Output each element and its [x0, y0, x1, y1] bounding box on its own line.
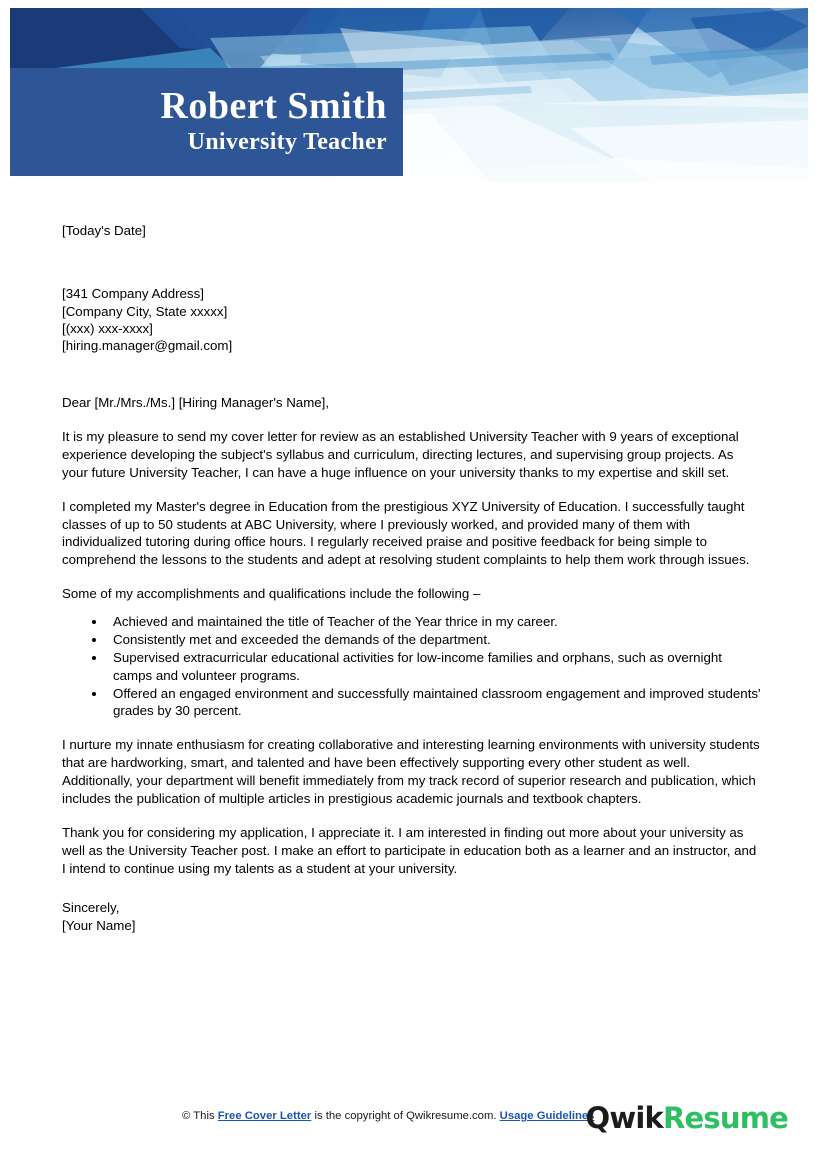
list-item: Achieved and maintained the title of Teacher of the Year thrice in my career. — [62, 613, 762, 631]
paragraph-3: I nurture my innate enthusiasm for creating collaborative and interesting learning environments with university students that are hardworking, smart, and talented and have been effectively supporting every other student as well. Additionally, your department will benefit immediately from my track record of superior research and publication, which includes the publication of multiple articles in prestigious academic journals and textbook chapters. — [62, 737, 760, 806]
name-plate — [10, 68, 403, 176]
paragraph-1: It is my pleasure to send my cover letter for review as an established University Teacher with 9 years of exceptional experience developing the subject's syllabus and curriculum, directing lectures, and supervising group projects. As your future University Teacher, I can have a huge influence on your university thanks to my expertise and skill set. — [62, 429, 739, 480]
copyright-icon: © — [182, 1110, 191, 1122]
logo-text-resume: Resume — [663, 1101, 788, 1135]
spacer-before-signature — [62, 877, 762, 899]
salutation: Dear [Mr./Mrs./Ms.] [Hiring Manager's Name], — [62, 395, 330, 411]
footer-credit-text — [182, 1110, 594, 1124]
spacer-after-date — [62, 239, 762, 285]
accomplishments-list — [62, 613, 762, 720]
list-item: Consistently met and exceeded the demands of the department. — [62, 631, 762, 649]
recipient-address-block — [62, 285, 762, 354]
address-line: [hiring.manager@gmail.com] — [62, 338, 233, 354]
date-line — [62, 222, 762, 239]
job-title: University Teacher — [187, 129, 387, 156]
address-line: [Company City, State xxxxx] — [62, 303, 228, 319]
paragraph-2: I completed my Master's degree in Education from the prestigious XYZ University of Education. I successfully taught classes of up to 50 students at ABC University, where I previously worked, and provided many of them with individualized tutoring during office hours. I regularly received praise and positive feedback for being simple to comprehend the lessons to the students and adept at resolving student complaints to help them work through issues. — [62, 498, 750, 568]
list-item: Supervised extracurricular educational activities for low-income families and orphans, such as overnight camps and volunteer programs. — [62, 649, 762, 685]
free-cover-letter-link[interactable]: Free Cover Letter — [217, 1110, 312, 1122]
spacer-4 — [62, 720, 762, 736]
closing-salutation: Sincerely, — [62, 900, 120, 916]
spacer-after-address — [62, 354, 762, 394]
credit-prefix: This — [193, 1110, 215, 1122]
address-line: [341 Company Address] — [62, 286, 204, 302]
credit-middle: is the copyright of Qwikresume.com. — [314, 1110, 497, 1122]
spacer-3 — [62, 569, 762, 585]
paragraph-4: Thank you for considering my application, I appreciate it. I am interested in finding out more about your university as well as the University Teacher post. I make an effort to participate in education both as a learner and an instructor, and I intend to continue using my talents as a student at your university. — [62, 824, 757, 876]
spacer-5 — [62, 808, 762, 824]
sign-off-block — [62, 899, 762, 934]
logo-text-qwik: Qwik — [585, 1101, 663, 1135]
signature-placeholder: [Your Name] — [62, 918, 136, 934]
list-intro: Some of my accomplishments and qualifications include the following – — [62, 586, 481, 602]
letter-body — [62, 222, 762, 935]
page-title: Robert Smith — [160, 85, 387, 128]
usage-guidelines-link[interactable]: Usage Guidelines — [499, 1110, 595, 1122]
list-item: Offered an engaged environment and successfully maintained classroom engagement and improved students' grades by 30 percent. — [62, 685, 762, 721]
spacer-2 — [62, 482, 762, 498]
spacer-before-list — [62, 603, 762, 613]
spacer-1 — [62, 412, 762, 428]
address-line: [(xxx) xxx-xxxx] — [62, 320, 153, 336]
qwikresume-logo[interactable] — [585, 1101, 788, 1135]
date-placeholder: [Today's Date] — [62, 223, 146, 238]
page-footer — [0, 1101, 820, 1148]
